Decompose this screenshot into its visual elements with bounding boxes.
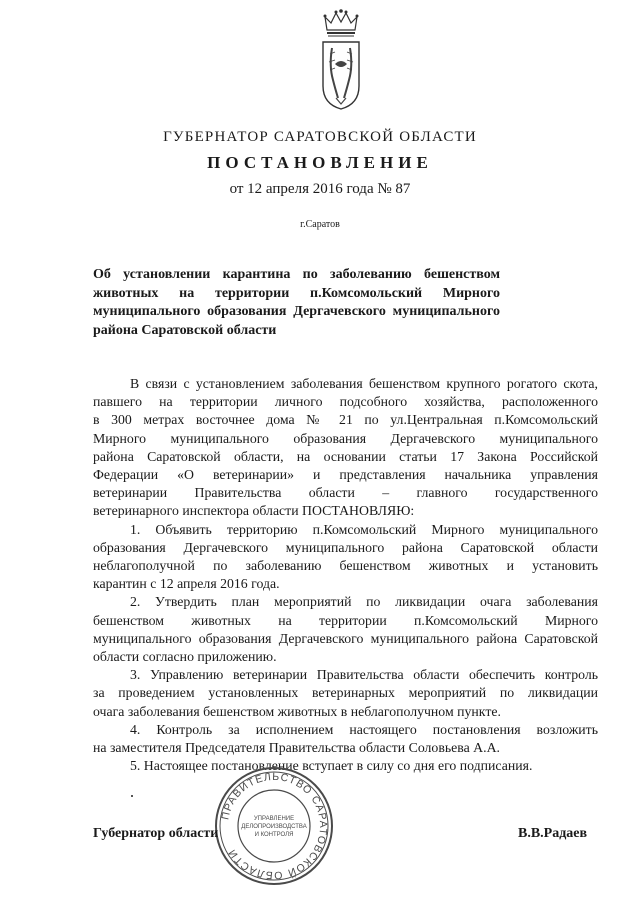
clause-3-line: очага заболевания бешенством животных в неблагополучном пункте. [93,703,501,719]
subject-line: животных на территории п.Комсомольский Мирного [93,285,500,301]
signatory-name: В.В.Радаев [518,826,588,841]
clause-2-line: области согласно приложению. [93,649,277,665]
coat-of-arms-emblem [318,8,364,112]
clause-2-line: 2. Утвердить план мероприятий по ликвидации очага заболевания [130,594,598,610]
document-subject [93,266,500,340]
clause-3-line: 3. Управлению ветеринарии Правительства области обеспечить контроль [130,667,598,683]
preamble-line: ветеринарного инспектора области ПОСТАНОВЛЯЮ: [93,503,415,519]
clause-1-line: неблагополучной по заболеванию бешенством животных и установить [93,558,598,574]
clause-1-line: образования Дергачевского муниципального района Саратовской области [93,539,598,555]
seal-ring-text: ПРАВИТЕЛЬСТВО САРАТОВСКОЙ ОБЛАСТИ [219,770,330,882]
clause-2-line: муниципального образования Дергачевского муниципального района Саратовской [93,630,598,646]
clause-5-line: 5. Настоящее постановление вступает в силу со дня его подписания. [130,758,533,774]
seal-center-text: ДЕЛОПРОИЗВОДСТВА [241,824,307,830]
clause-1-line: карантин с 12 апреля 2016 года. [93,576,280,592]
preamble-line: Федерации «О ветеринарии» и представления начальника управления [93,467,598,483]
clause-4-line: 4. Контроль за исполнением настоящего постановления возложить [130,721,598,737]
document-type-title: ПОСТАНОВЛЕНИЕ [207,153,433,172]
preamble-line: Мирного муниципального образования Дергачевского муниципального [93,430,598,446]
preamble-line: в 300 метрах восточнее дома № 21 по ул.Центральная п.Комсомольский [93,412,598,428]
subject-line: Об установлении карантина по заболеванию бешенством [93,267,500,282]
seal-center-text: УПРАВЛЕНИЕ [253,816,295,822]
document-city: г.Саратов [300,219,340,230]
subject-line: муниципального образования Дергачевского муниципального [93,304,500,319]
preamble-line: района Саратовской области, на основании статьи 17 Закона Российской [93,448,598,464]
preamble-line: ветеринарии Правительства области – главного государственного [93,485,598,501]
clause-4-line: на заместителя Председателя Правительства области Соловьева А.А. [93,740,500,756]
signatory-title: Губернатор области [93,826,219,841]
clause-1-line: 1. Объявить территорию п.Комсомольский Мирного муниципального [130,521,598,537]
preamble-line: павшего на территории личного подсобного хозяйства, расположенного [93,394,598,410]
clause-3-line: за проведением установленных ветеринарных мероприятий по ликвидации [93,685,598,701]
subject-line: района Саратовской области [93,322,277,338]
scan-speck [131,795,133,797]
preamble-line: В связи с установлением заболевания бешенством крупного рогатого скота, [130,376,598,391]
document-body [93,375,598,775]
authority-title: ГУБЕРНАТОР САРАТОВСКОЙ ОБЛАСТИ [163,129,477,145]
clause-2-line: бешенством животных на территории п.Комсомольский Мирного [93,612,598,628]
official-seal-stamp [213,765,335,887]
seal-center-text: И КОНТРОЛЯ [254,832,294,838]
document-date-number: от 12 апреля 2016 года № 87 [229,181,411,197]
